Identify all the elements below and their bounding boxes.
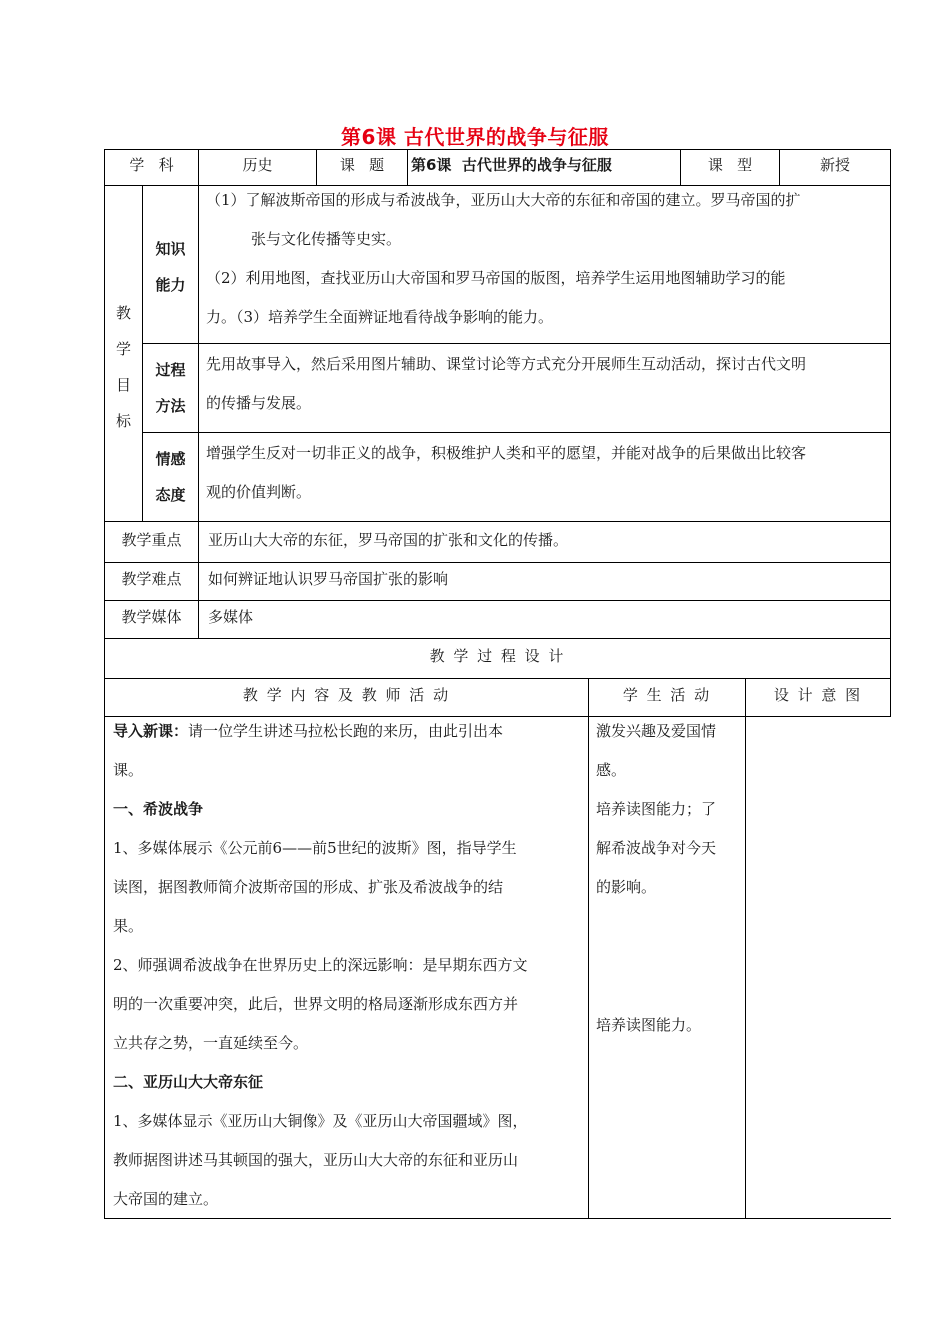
emotion-text [206,434,886,512]
content-line: 1、多媒体展示《公元前6——前5世纪的波斯》图，指导学生 [113,839,517,857]
design-column-header: 设 计 意 图 [773,686,863,704]
knowledge-text [206,181,886,337]
col-divider [745,678,746,1219]
knowledge-label-line: 知识 [155,240,186,258]
subject-label: 学 科 [129,156,174,174]
objectives-char: 学 [115,340,131,358]
topic-label: 课 题 [339,156,385,174]
intro-text: 请一位学生讲述马拉松长跑的来历，由此引出本 [188,722,504,740]
student-line: 感。 [596,761,627,779]
subject-value: 历史 [242,156,273,174]
emotion-label-line: 情感 [155,450,186,468]
media-label: 教学媒体 [121,608,182,626]
process-text [206,345,886,423]
media-value: 多媒体 [208,608,254,626]
content-line: 大帝国的建立。 [113,1190,219,1208]
row-divider [104,521,891,522]
student-column-header: 学 生 活 动 [622,686,712,704]
difficulty-label: 教学难点 [121,570,182,588]
intro-continuation: 课。 [113,761,144,779]
objectives-char: 目 [115,376,131,394]
objectives-char: 标 [115,412,131,430]
row-divider [104,600,891,601]
emotion-label-line: 态度 [155,486,186,504]
section-heading: 二、亚历山大大帝东征 [113,1073,264,1091]
knowledge-line: 力。（3）培养学生全面辨证地看待战争影响的能力。 [206,308,554,326]
student-line: 激发兴趣及爱国情 [596,722,717,740]
objectives-label [105,295,142,439]
intro-line [113,712,583,751]
process-line: 的传播与发展。 [206,394,312,412]
type-label: 课 型 [707,156,753,174]
content-line: 果。 [113,917,144,935]
table-border-right [890,149,891,716]
key-point-value: 亚历山大大帝的东征，罗马帝国的扩张和文化的传播。 [208,531,569,549]
student-activities [596,712,742,907]
knowledge-label-line: 能力 [155,276,186,294]
col-divider [198,185,199,639]
student-line: 的影响。 [596,878,657,896]
content-line: 明的一次重要冲突，此后，世界文明的格局逐渐形成东西方并 [113,995,519,1013]
table-border-top [104,149,891,150]
intro-label: 导入新课： [113,722,189,740]
teaching-content [113,712,583,1219]
knowledge-line: 张与文化传播等史实。 [251,230,402,248]
student-line: 解希波战争对今天 [596,839,717,857]
content-line: 立共存之势，一直延续至今。 [113,1034,309,1052]
content-line: 读图，据图教师简介波斯帝国的形成、扩张及希波战争的结 [113,878,504,896]
topic-value: 第6课 古代世界的战争与征服 [411,156,612,174]
process-label-line: 方法 [155,397,186,415]
student-line: 培养读图能力；了 [596,800,717,818]
content-line: 2、师强调希波战争在世界历史上的深远影响：是早期东西方文 [113,956,528,974]
type-value: 新授 [819,156,850,174]
emotion-label [143,441,198,513]
difficulty-value: 如何辨证地认识罗马帝国扩张的影响 [208,570,449,588]
row-divider [104,562,891,563]
process-design-title: 教 学 过 程 设 计 [429,647,566,665]
emotion-line: 观的价值判断。 [206,483,312,501]
process-line: 先用故事导入，然后采用图片辅助、课堂讨论等方式充分开展师生互动活动，探讨古代文明 [206,355,807,373]
student-activity-reading: 培养读图能力。 [596,1016,702,1034]
content-line: 1、多媒体显示《亚历山大铜像》及《亚历山大帝国疆域》图， [113,1112,528,1130]
content-column-header: 教 学 内 容 及 教 师 活 动 [242,686,451,704]
objectives-char: 教 [115,304,131,322]
row-divider [104,678,891,679]
key-point-label: 教学重点 [121,531,182,549]
row-divider [142,432,891,433]
knowledge-label [143,231,198,303]
row-divider [104,638,891,639]
content-line: 教师据图讲述马其顿国的强大，亚历山大大帝的东征和亚历山 [113,1151,519,1169]
row-divider [142,343,891,344]
emotion-line: 增强学生反对一切非正义的战争，积极维护人类和平的愿望，并能对战争的后果做出比较客 [206,444,807,462]
process-label-line: 过程 [155,361,186,379]
page-title: 第6课 古代世界的战争与征服 [341,125,609,149]
col-divider [588,678,589,1219]
section-heading: 一、希波战争 [113,800,204,818]
knowledge-line: （1）了解波斯帝国的形成与希波战争，亚历山大大帝的东征和帝国的建立。罗马帝国的扩 [206,191,801,209]
process-label [143,352,198,424]
knowledge-line: （2）利用地图，查找亚历山大帝国和罗马帝国的版图，培养学生运用地图辅助学习的能 [206,269,786,287]
